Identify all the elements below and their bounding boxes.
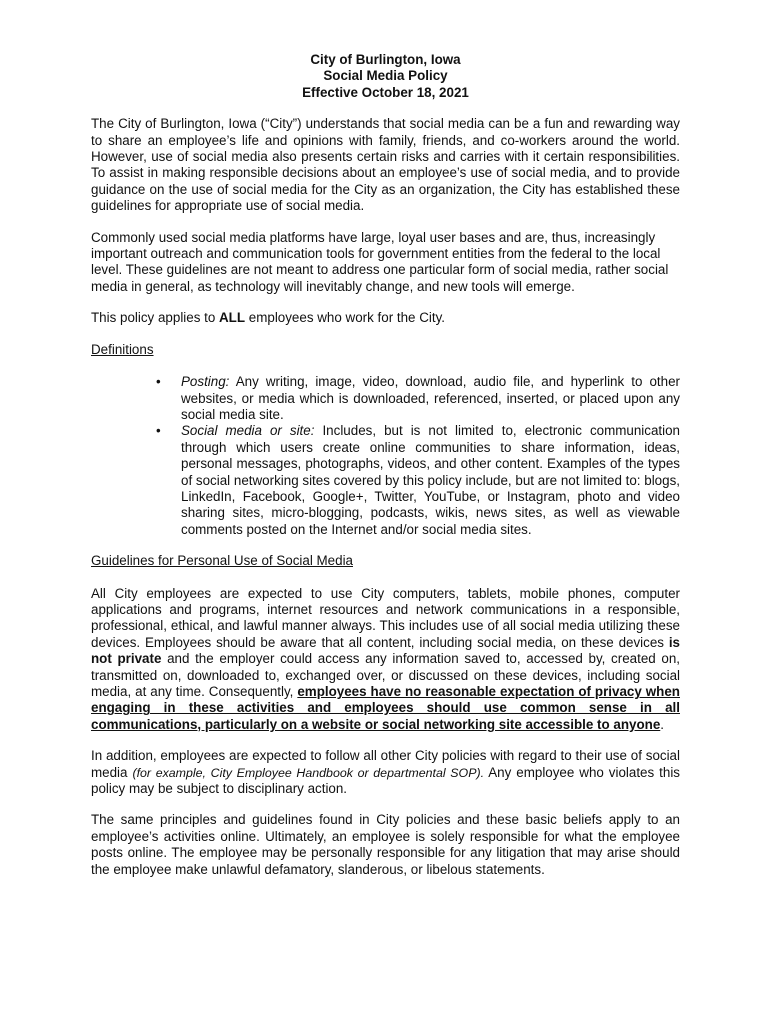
guidelines-p1-bold-underline: employees have no reasonable expectation of privacy when engaging in these activities and employees should use common sense in all communications, particularly on a website or social networking site accessible to anyone [91, 684, 680, 732]
definitions-list [91, 374, 680, 538]
guidelines-paragraph-1 [91, 586, 680, 734]
guidelines-p2-text-a: In addition, employees are expected to follow all other City policies with regard to their use of social media [91, 748, 680, 780]
definitions-heading: Definitions [91, 341, 154, 357]
guidelines-p1-end: . [660, 716, 665, 732]
intro-paragraph-2: Commonly used social media platforms have large, loyal user bases and are, thus, increasingly important outreach and communication tools for government entities from the federal to the local level. These guidelines are not meant to address one particular form of social media, rather social media in general, as technology will inevitably change, and new tools will emerge. [91, 229, 669, 294]
guidelines-p1-bold: is not private [91, 634, 680, 667]
applies-text-end: employees who work for the City. [245, 310, 445, 326]
title-city: City of Burlington, Iowa [310, 52, 461, 67]
guidelines-p1-text-a: All City employees are expected to use City computers, tablets, mobile phones, computer applications and programs, internet resources and network communications in a responsible, professional, ethical, and lawful manner always. This includes use of all social media utilizing these devices. Employees should be aware that all content, including social media, on these devices [91, 585, 680, 650]
document-title-block [91, 52, 680, 101]
intro-paragraph-3 [91, 310, 680, 326]
definition-term: Posting: [181, 374, 230, 390]
definition-posting [156, 374, 680, 423]
intro-paragraph-1: The City of Burlington, Iowa (“City”) understands that social media can be a fun and rewarding way to share an employee’s life and opinions with family, friends, and co-workers around the world. However, use of social media also presents certain risks and carries with it certain responsibilities. To assist in making responsible decisions about an employee’s use of social media, and to provide guidance on the use of social media for the City as an organization, the City has established these guidelines for appropriate use of social media. [91, 116, 680, 214]
bullet-glyph: • [156, 423, 161, 439]
guidelines-heading: Guidelines for Personal Use of Social Media [91, 553, 353, 569]
document-page [91, 52, 680, 893]
bullet-glyph: • [156, 374, 161, 390]
title-policy: Social Media Policy [323, 68, 448, 84]
definition-text: Any writing, image, video, download, audio file, and hyperlink to other websites, or media which is downloaded, referenced, inserted, or placed upon any social media site. [181, 374, 680, 422]
guidelines-p1-text-b: and the employer could access any information saved to, accessed by, created on, transmitted on, downloaded to, exchanged over, or discussed on these devices, including social media, at any time. Consequently, [91, 651, 681, 699]
definition-text: Includes, but is not limited to, electronic communication through which users create online communities to share information, ideas, personal messages, photographs, videos, and other content. Examples of the types of social networking sites covered by this policy include, but are not limited to: blogs, LinkedIn, Facebook, Google+, Twitter, YouTube, or Instagram, photo and video sharing sites, micro-blogging, podcasts, wikis, news sites, as well as viewable comments posted on the Internet and/or social media sites. [181, 423, 680, 537]
guidelines-paragraph-2 [91, 748, 680, 797]
applies-emphasis: ALL [219, 310, 246, 326]
guidelines-p2-text-b: Any employee who violates this policy may be subject to disciplinary action. [91, 764, 680, 797]
title-effective-date: Effective October 18, 2021 [302, 84, 469, 100]
guidelines-p2-italic: (for example, City Employee Handbook or departmental SOP). [132, 765, 485, 780]
definition-social-media [156, 423, 680, 538]
guidelines-paragraph-3: The same principles and guidelines found in City policies and these basic beliefs apply to an employee’s activities online. Ultimately, an employee is solely responsible for what the employee posts online. The employee may be personally responsible for any litigation that may arise should the employee make unlawful defamatory, slanderous, or libelous statements. [91, 812, 680, 877]
applies-text-start: This policy applies to [91, 310, 220, 326]
definition-term: Social media or site: [181, 423, 315, 439]
